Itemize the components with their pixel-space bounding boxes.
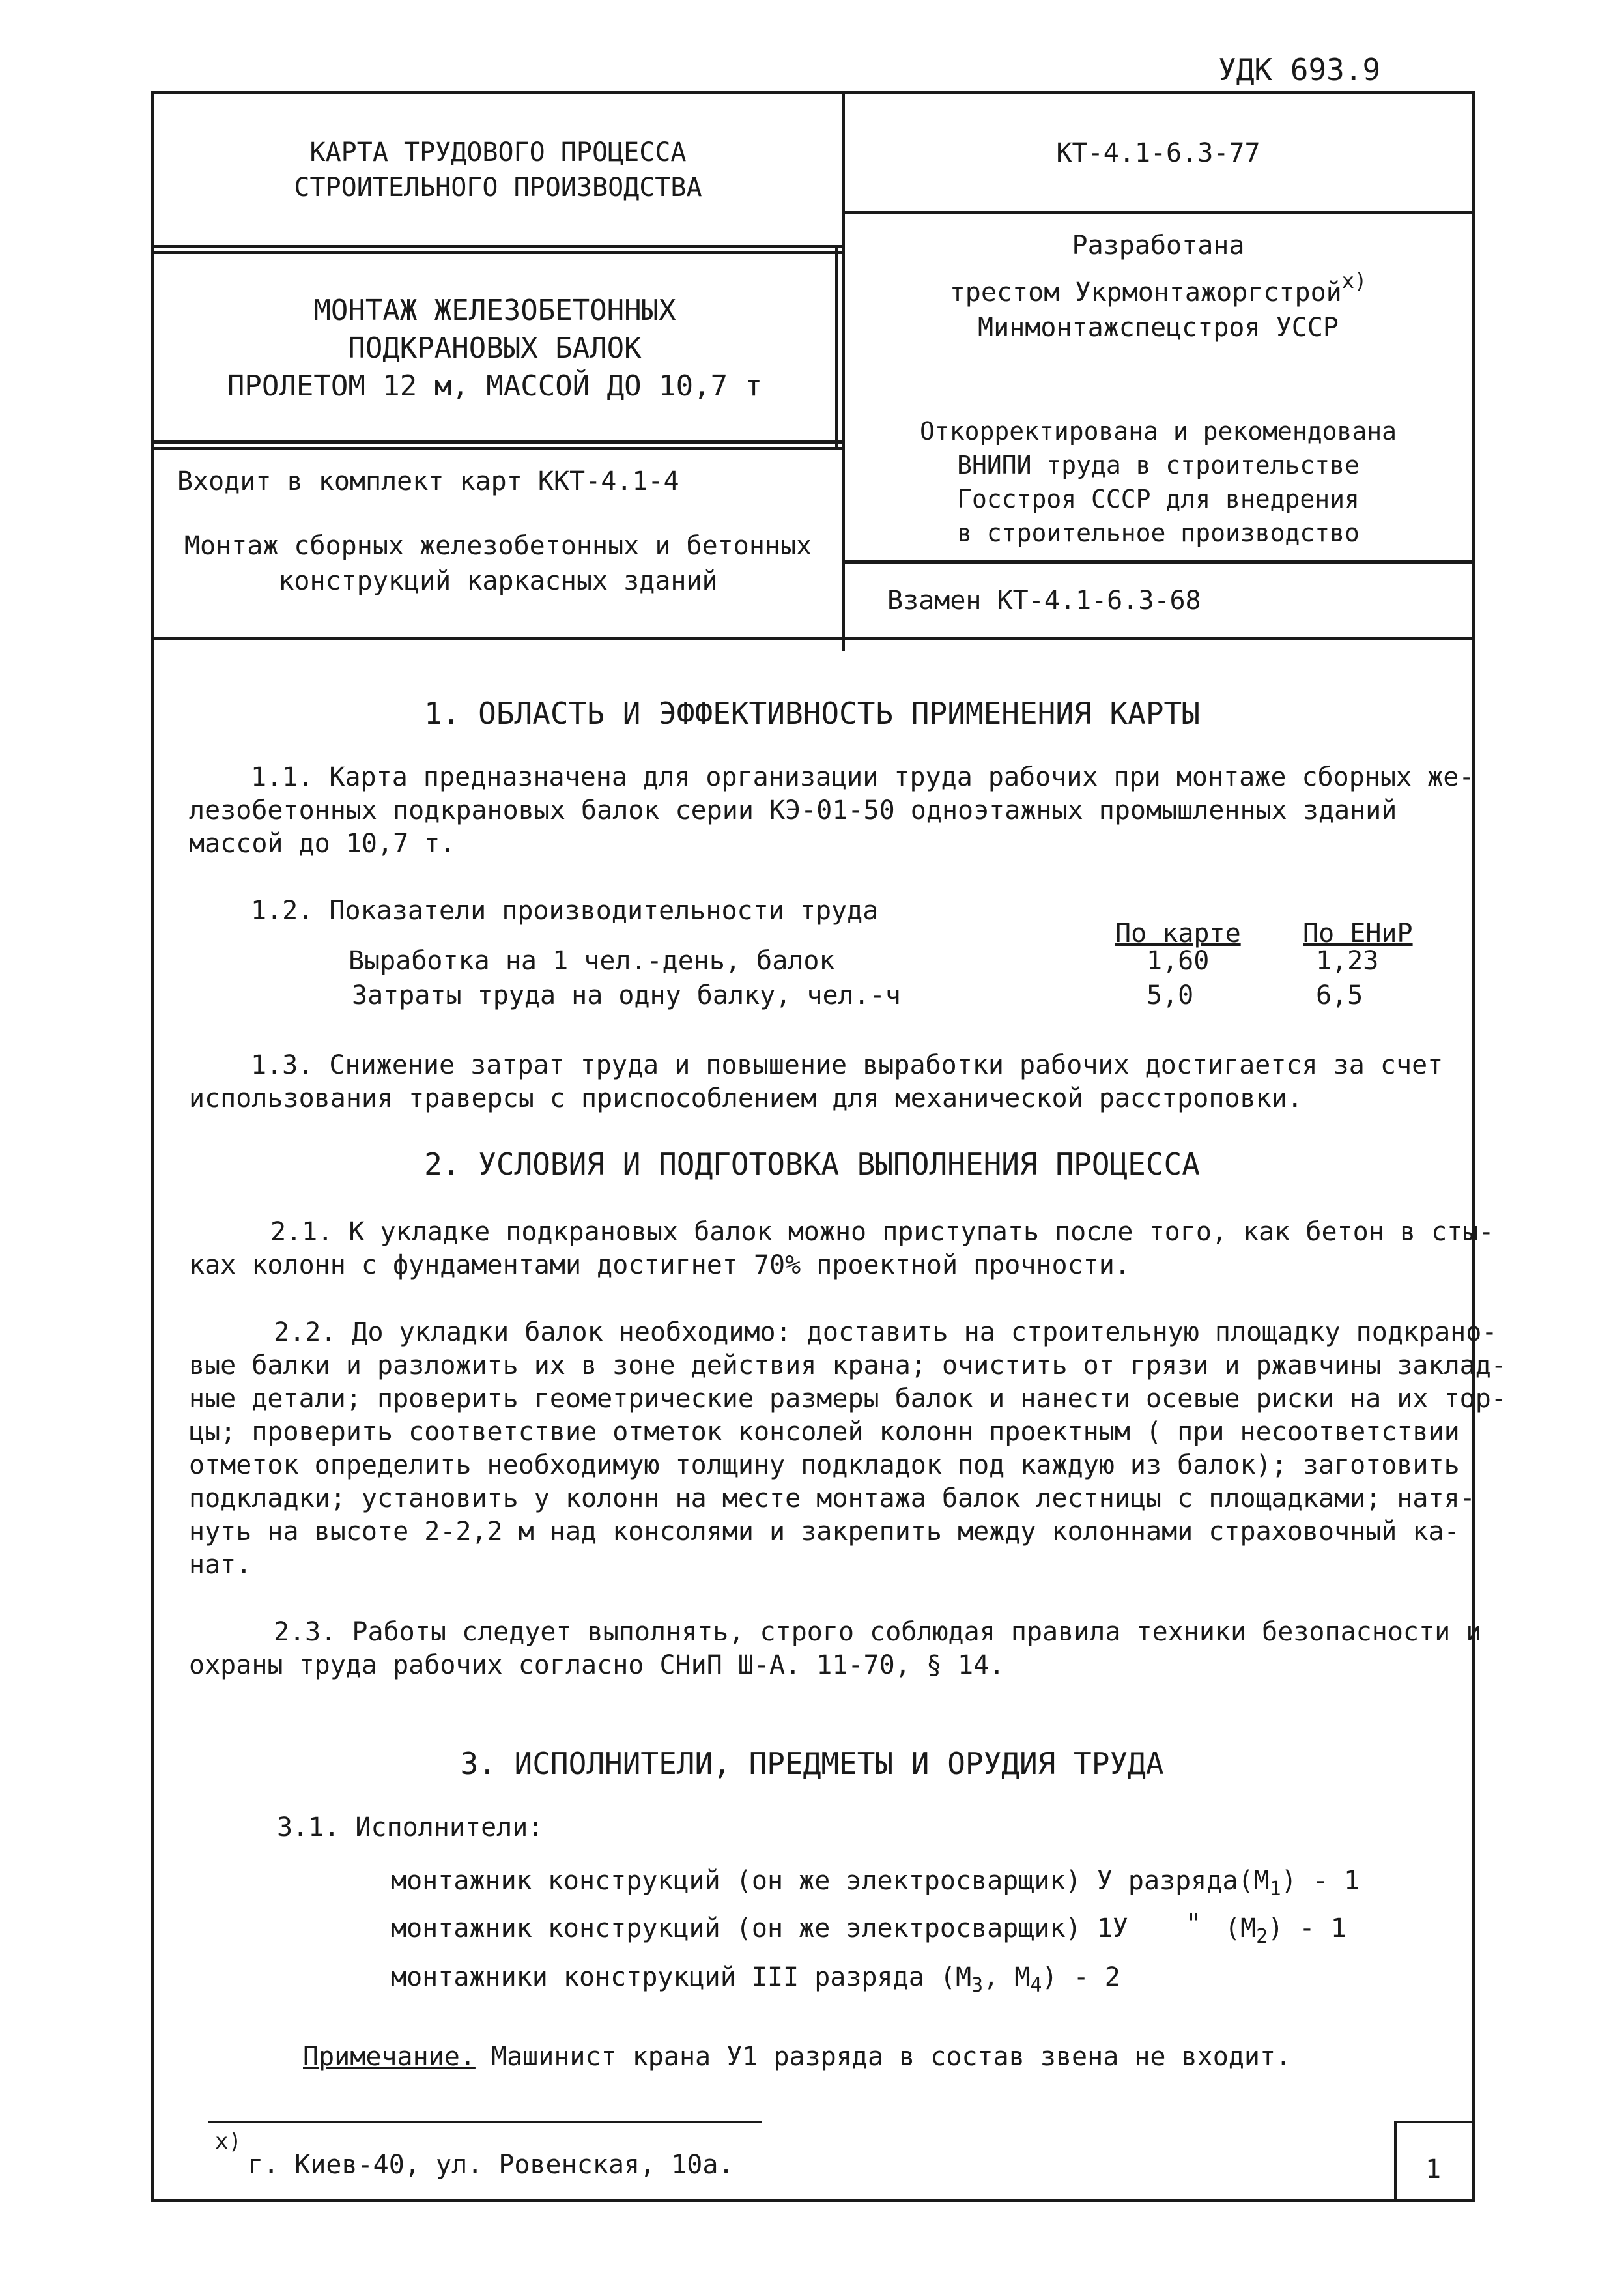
p22-line-8: нат. xyxy=(189,1550,252,1580)
developed-line-3: Минмонтажспецстроя УССР xyxy=(978,313,1339,343)
worker-3 xyxy=(391,1961,1120,2002)
corrected-by xyxy=(845,410,1472,554)
row-2-card: 5,0 xyxy=(1147,980,1194,1010)
p22-line-3: ные детали; проверить геометрические размеры балок и нанести осевые риски на их тор- xyxy=(189,1384,1507,1414)
col-card-header: По карте xyxy=(1115,919,1241,949)
developed-line-2-text: трестом Укрмонтажоргстрой xyxy=(949,278,1342,308)
title-line-2: ПОДКРАНОВЫХ БАЛОК xyxy=(348,332,642,365)
section-1-heading: 1. ОБЛАСТЬ И ЭФФЕКТИВНОСТЬ ПРИМЕНЕНИЯ КАРТЫ xyxy=(424,696,1200,731)
card-type-line-1: КАРТА ТРУДОВОГО ПРОЦЕССА xyxy=(309,137,687,167)
worker-1-text: монтажник конструкций (он же электросварщик) У разряда(М xyxy=(391,1866,1270,1896)
section-2-heading: 2. УСЛОВИЯ И ПОДГОТОВКА ВЫПОЛНЕНИЯ ПРОЦЕССА xyxy=(424,1147,1200,1182)
right-divider-2 xyxy=(842,560,1475,564)
page-number: 1 xyxy=(1425,2154,1442,2184)
corrected-line-3: Госстроя СССР для внедрения xyxy=(957,485,1360,513)
worker-2-text: монтажник конструкций (он же электросварщик) 1У xyxy=(391,1913,1128,1943)
p11-line-1: 1.1. Карта предназначена для организации труда рабочих при монтаже сборных же- xyxy=(251,762,1475,792)
worker-2-ditto: " xyxy=(1186,1909,1202,1939)
p22-line-4: цы; проверить соответствие отметок консолей колонн проектным ( при несоответствии xyxy=(189,1417,1460,1447)
worker-3-sub2: 4 xyxy=(1030,1974,1042,1997)
p12-title: 1.2. Показатели производительности труда xyxy=(251,896,879,926)
worker-2-mid: (М xyxy=(1225,1913,1257,1943)
p22-line-5: отметок определить необходимую толщину подкладок под каждую из балок); заготовить xyxy=(189,1450,1460,1480)
set-title xyxy=(154,521,842,606)
developed-by xyxy=(845,222,1472,352)
set-title-line-2: конструкций каркасных зданий xyxy=(278,566,718,596)
footnote-rule xyxy=(208,2121,762,2123)
header-divider-bottom xyxy=(151,637,1475,640)
page-box-left xyxy=(1394,2121,1397,2202)
replaces: Взамен КТ-4.1-6.3-68 xyxy=(887,586,1201,616)
corrected-line-2: ВНИПИ труда в строительстве xyxy=(957,451,1360,479)
p21-line-2: ках колонн с фундаментами достигнет 70% проектной прочности. xyxy=(189,1250,1130,1280)
row-1-enir: 1,23 xyxy=(1316,946,1379,976)
corrected-line-4: в строительное производство xyxy=(957,519,1360,547)
corrected-line-1: Откорректирована и рекомендована xyxy=(919,417,1397,446)
worker-1-count: ) - 1 xyxy=(1281,1866,1360,1896)
card-title xyxy=(154,254,835,443)
left-divider-1 xyxy=(151,245,843,248)
worker-2-code xyxy=(1225,1912,1346,1953)
set-title-line-1: Монтаж сборных железобетонных и бетонных xyxy=(184,531,812,561)
worker-3-sub1: 3 xyxy=(971,1974,984,1997)
developed-line-2 xyxy=(950,263,1367,310)
card-type-line-2: СТРОИТЕЛЬНОГО ПРОИЗВОДСТВА xyxy=(294,172,702,203)
set-line: Входит в комплект карт ККТ-4.1-4 xyxy=(177,466,679,496)
worker-2-sub: 2 xyxy=(1256,1925,1268,1948)
title-line-3: ПРОЛЕТОМ 12 м, МАССОЙ ДО 10,7 т xyxy=(227,369,763,403)
note-text: Машинист крана У1 разряда в состав звена не входит. xyxy=(475,2042,1292,2072)
p13-line-2: использования траверсы с приспособлением для механической расстроповки. xyxy=(189,1083,1303,1113)
p31: 3.1. Исполнители: xyxy=(277,1812,544,1842)
p22-line-1: 2.2. До укладки балок необходимо: доставить на строительную площадку подкрано- xyxy=(274,1317,1498,1347)
section-3-heading: 3. ИСПОЛНИТЕЛИ, ПРЕДМЕТЫ И ОРУДИЯ ТРУДА xyxy=(460,1746,1164,1781)
left-title-rightline xyxy=(835,248,838,450)
worker-3-mid: , М xyxy=(983,1962,1031,1992)
developed-line-1: Разработана xyxy=(1072,231,1245,261)
row-1-card: 1,60 xyxy=(1147,946,1210,976)
footnote-address: г. Киев-40, ул. Ровенская, 10а. xyxy=(248,2150,734,2180)
udk-code: УДК 693.9 xyxy=(1218,52,1381,87)
page-box-top xyxy=(1394,2121,1475,2123)
worker-1-sub: 1 xyxy=(1269,1878,1281,1900)
left-divider-2b xyxy=(151,447,843,450)
p22-line-7: нуть на высоте 2-2,2 м над консолями и закрепить между колоннами страховочный ка- xyxy=(189,1517,1460,1547)
worker-2 xyxy=(391,1912,1128,1945)
p22-line-2: вые балки и разложить их в зоне действия крана; очистить от грязи и ржавчины заклад- xyxy=(189,1351,1507,1381)
p11-line-2: лезобетонных подкрановых балок серии КЭ-01-50 одноэтажных промышленных зданий xyxy=(189,795,1397,825)
card-number-text: КТ-4.1-6.3-77 xyxy=(1056,138,1261,168)
worker-2-count: ) - 1 xyxy=(1268,1913,1346,1943)
developed-footnote-mark: х) xyxy=(1341,268,1367,293)
p21-line-1: 2.1. К укладке подкрановых балок можно приступать после того, как бетон в сты- xyxy=(270,1217,1494,1247)
card-number xyxy=(845,94,1472,212)
p22-line-6: подкладки; установить у колонн на месте монтажа балок лестницы с площадками; натя- xyxy=(189,1483,1475,1513)
row-2-enir: 6,5 xyxy=(1316,980,1363,1010)
p23-line-1: 2.3. Работы следует выполнять, строго соблюдая правила техники безопасности и xyxy=(274,1617,1482,1647)
p11-line-3: массой до 10,7 т. xyxy=(189,829,456,859)
footnote-mark: х) xyxy=(215,2128,242,2154)
card-type xyxy=(154,94,842,245)
worker-3-count: ) - 2 xyxy=(1042,1962,1120,1992)
note-label: Примечание. xyxy=(303,2042,476,2072)
note xyxy=(303,2040,1291,2074)
title-line-1: МОНТАЖ ЖЕЛЕЗОБЕТОННЫХ xyxy=(313,294,676,327)
p23-line-2: охраны труда рабочих согласно СНиП Ш-А. 11-70, § 14. xyxy=(189,1650,1005,1680)
row-1-label: Выработка на 1 чел.-день, балок xyxy=(349,946,835,976)
p13-line-1: 1.3. Снижение затрат труда и повышение выработки рабочих достигается за счет xyxy=(251,1050,1444,1080)
row-2-label: Затраты труда на одну балку, чел.-ч xyxy=(352,980,901,1010)
worker-1 xyxy=(391,1865,1360,1906)
worker-3-text: монтажники конструкций III разряда (М xyxy=(391,1962,972,1992)
col-enir-header: По ЕНиР xyxy=(1303,919,1413,949)
